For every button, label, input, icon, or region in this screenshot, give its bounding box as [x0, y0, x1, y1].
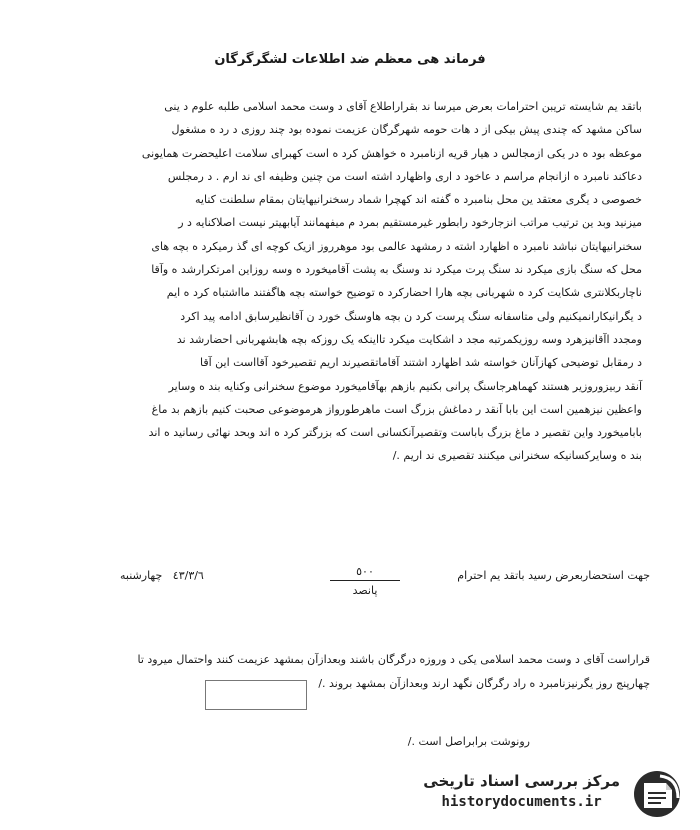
body-line-10: د یگرانیکارانمیکنیم ولی متاسفانه سنگ پرست کرد ن بچه هاوسنگ خورد ن آقانظیرسابق ادامه پید اکرد — [180, 309, 642, 323]
date-value: ٤٣/٣/٦ — [172, 569, 204, 582]
body-line-1: باتقد یم شایسته تریبن احترامات بعرض میرسا ند بقراراطلاع آقای د وست محمد اسلامی طلبه علوم د ینی — [164, 100, 642, 113]
body-line-11: ومجدد اآقانیزهرد وسه روزیکمرتبه مجد د اشکایت میکرد تااینکه یک روزکه بچه هابشهربانی احضارشد ند — [176, 332, 642, 346]
body-line-8: محل که سنگ بازی میکرد ند سنگ پرت میکرد ند وسنگ به پشت آقامیخورد ه وسه روزاین امرتکرارشد ه وآقا — [151, 263, 642, 277]
body-line-2: ساکن مشهد که چندی پیش بیکی از د هات حومه شهرگرگان عزیمت نموده بود چند روزی د رد ه مشغول — [171, 123, 642, 137]
body-line-13: آنقد ربیزوروزیر هستند کهماهرجاسنگ پرانی بکنیم بازهم بهآقامیخورد موضوع سخنرانی وکنایه بند ه وسایر — [168, 379, 642, 393]
body-line-15: بابامیخورد واین تقصیر د ماغ بزرگ باباست وتقصیرآنکسانی است که بزرگتر کرد ه اند وبحد نهائی رسانید ه اند — [148, 426, 642, 440]
body-line-4: دعاکند نامبرد ه ازانجام مراسم د عاخود د اری واظهارد اشته است من چنین وظیفه ای ند ارم . د رمجلس — [167, 169, 642, 183]
handling-note — [40, 648, 650, 696]
archive-logo-icon — [630, 768, 685, 820]
note-line-2: چهارپنج روز یگرنیزنامبرد ه راد رگرگان نگهد ارند وبعدازآن بمشهد بروند ./ — [318, 677, 650, 690]
watermark-text — [423, 772, 620, 810]
body-line-12: د رمقابل توضیحی کهازآنان خواسته شد اظهارد اشتند آقاماتقصیرند اریم تقصیرخود آقااست این آقا — [199, 356, 642, 370]
archive-watermark — [400, 768, 690, 823]
body-line-6: میزنید وبد ین ترتیب مراتب انزجارخود رابطور غیرمستقیم بمرد م میفهمانند آیابهیتر نیست اصلاکنایه د ر — [178, 216, 642, 230]
body-line-9: ناچاربکلانتری شکایت کرد ه شهربانی بچه هارا احضارکرد ه توضیح خواسته بچه هاگفتند مااشتباه کرد ه ایم — [166, 286, 642, 300]
copy-certification: رونوشت برابراصل است ./ — [407, 735, 530, 748]
letter-body — [52, 95, 642, 468]
amount-words: پانصد — [352, 584, 378, 597]
closing-row — [50, 565, 650, 605]
closing-purpose: جهت استحضاربعرض رسید باتقد یم احترام — [457, 569, 650, 582]
note-line-1: قراراست آقای د وست محمد اسلامی یکی د وروزه درگرگان باشند وبعدازآن بمشهد عزیمت کنند واحتمال میرود تا — [137, 653, 650, 666]
body-line-5: خصوصی د یگری معتقد ین محل بنامبرد ه گفته اند کهچرا شماد رسخنرانیهایتان بمقام سلطنت کنایه — [195, 193, 642, 207]
watermark-org: مرکز بررسی اسناد تاریخی — [423, 772, 620, 790]
weekday: چهارشنبه — [120, 569, 163, 582]
document-title: فرماند هی معظم ضد اطلاعات لشگرگرگان — [214, 52, 486, 67]
body-line-3: موعظه بود ه در یکی ازمجالس د هیار قریه ازنامبرد ه خواهش کرد ه است کهبرای سلامت اعلیحضرت همایونی — [141, 146, 642, 160]
body-line-16: بند ه وسایرکسانیکه سخنرانی میکنند تقصیری ند اریم ./ — [392, 449, 642, 463]
amount-box — [330, 565, 400, 597]
stamp-mark — [205, 680, 307, 710]
body-line-14: واعظین نیزهمین است این بابا آنقد ر دماغش بزرگ است ماهرطورواز هرموضوعی صحبت کنیم بازهم بد ماغ — [151, 402, 642, 416]
date-block — [120, 569, 204, 582]
amount-number: ٥٠٠ — [330, 565, 400, 581]
body-line-7: سخنرانیهایتان نباشد نامبرد ه اظهارد اشته د رمشهد عالمی بود موهرروز ازیک کوچه ای گذ رمیکرد ه بچه های — [151, 239, 642, 253]
watermark-url: historydocuments.ir — [441, 794, 602, 810]
